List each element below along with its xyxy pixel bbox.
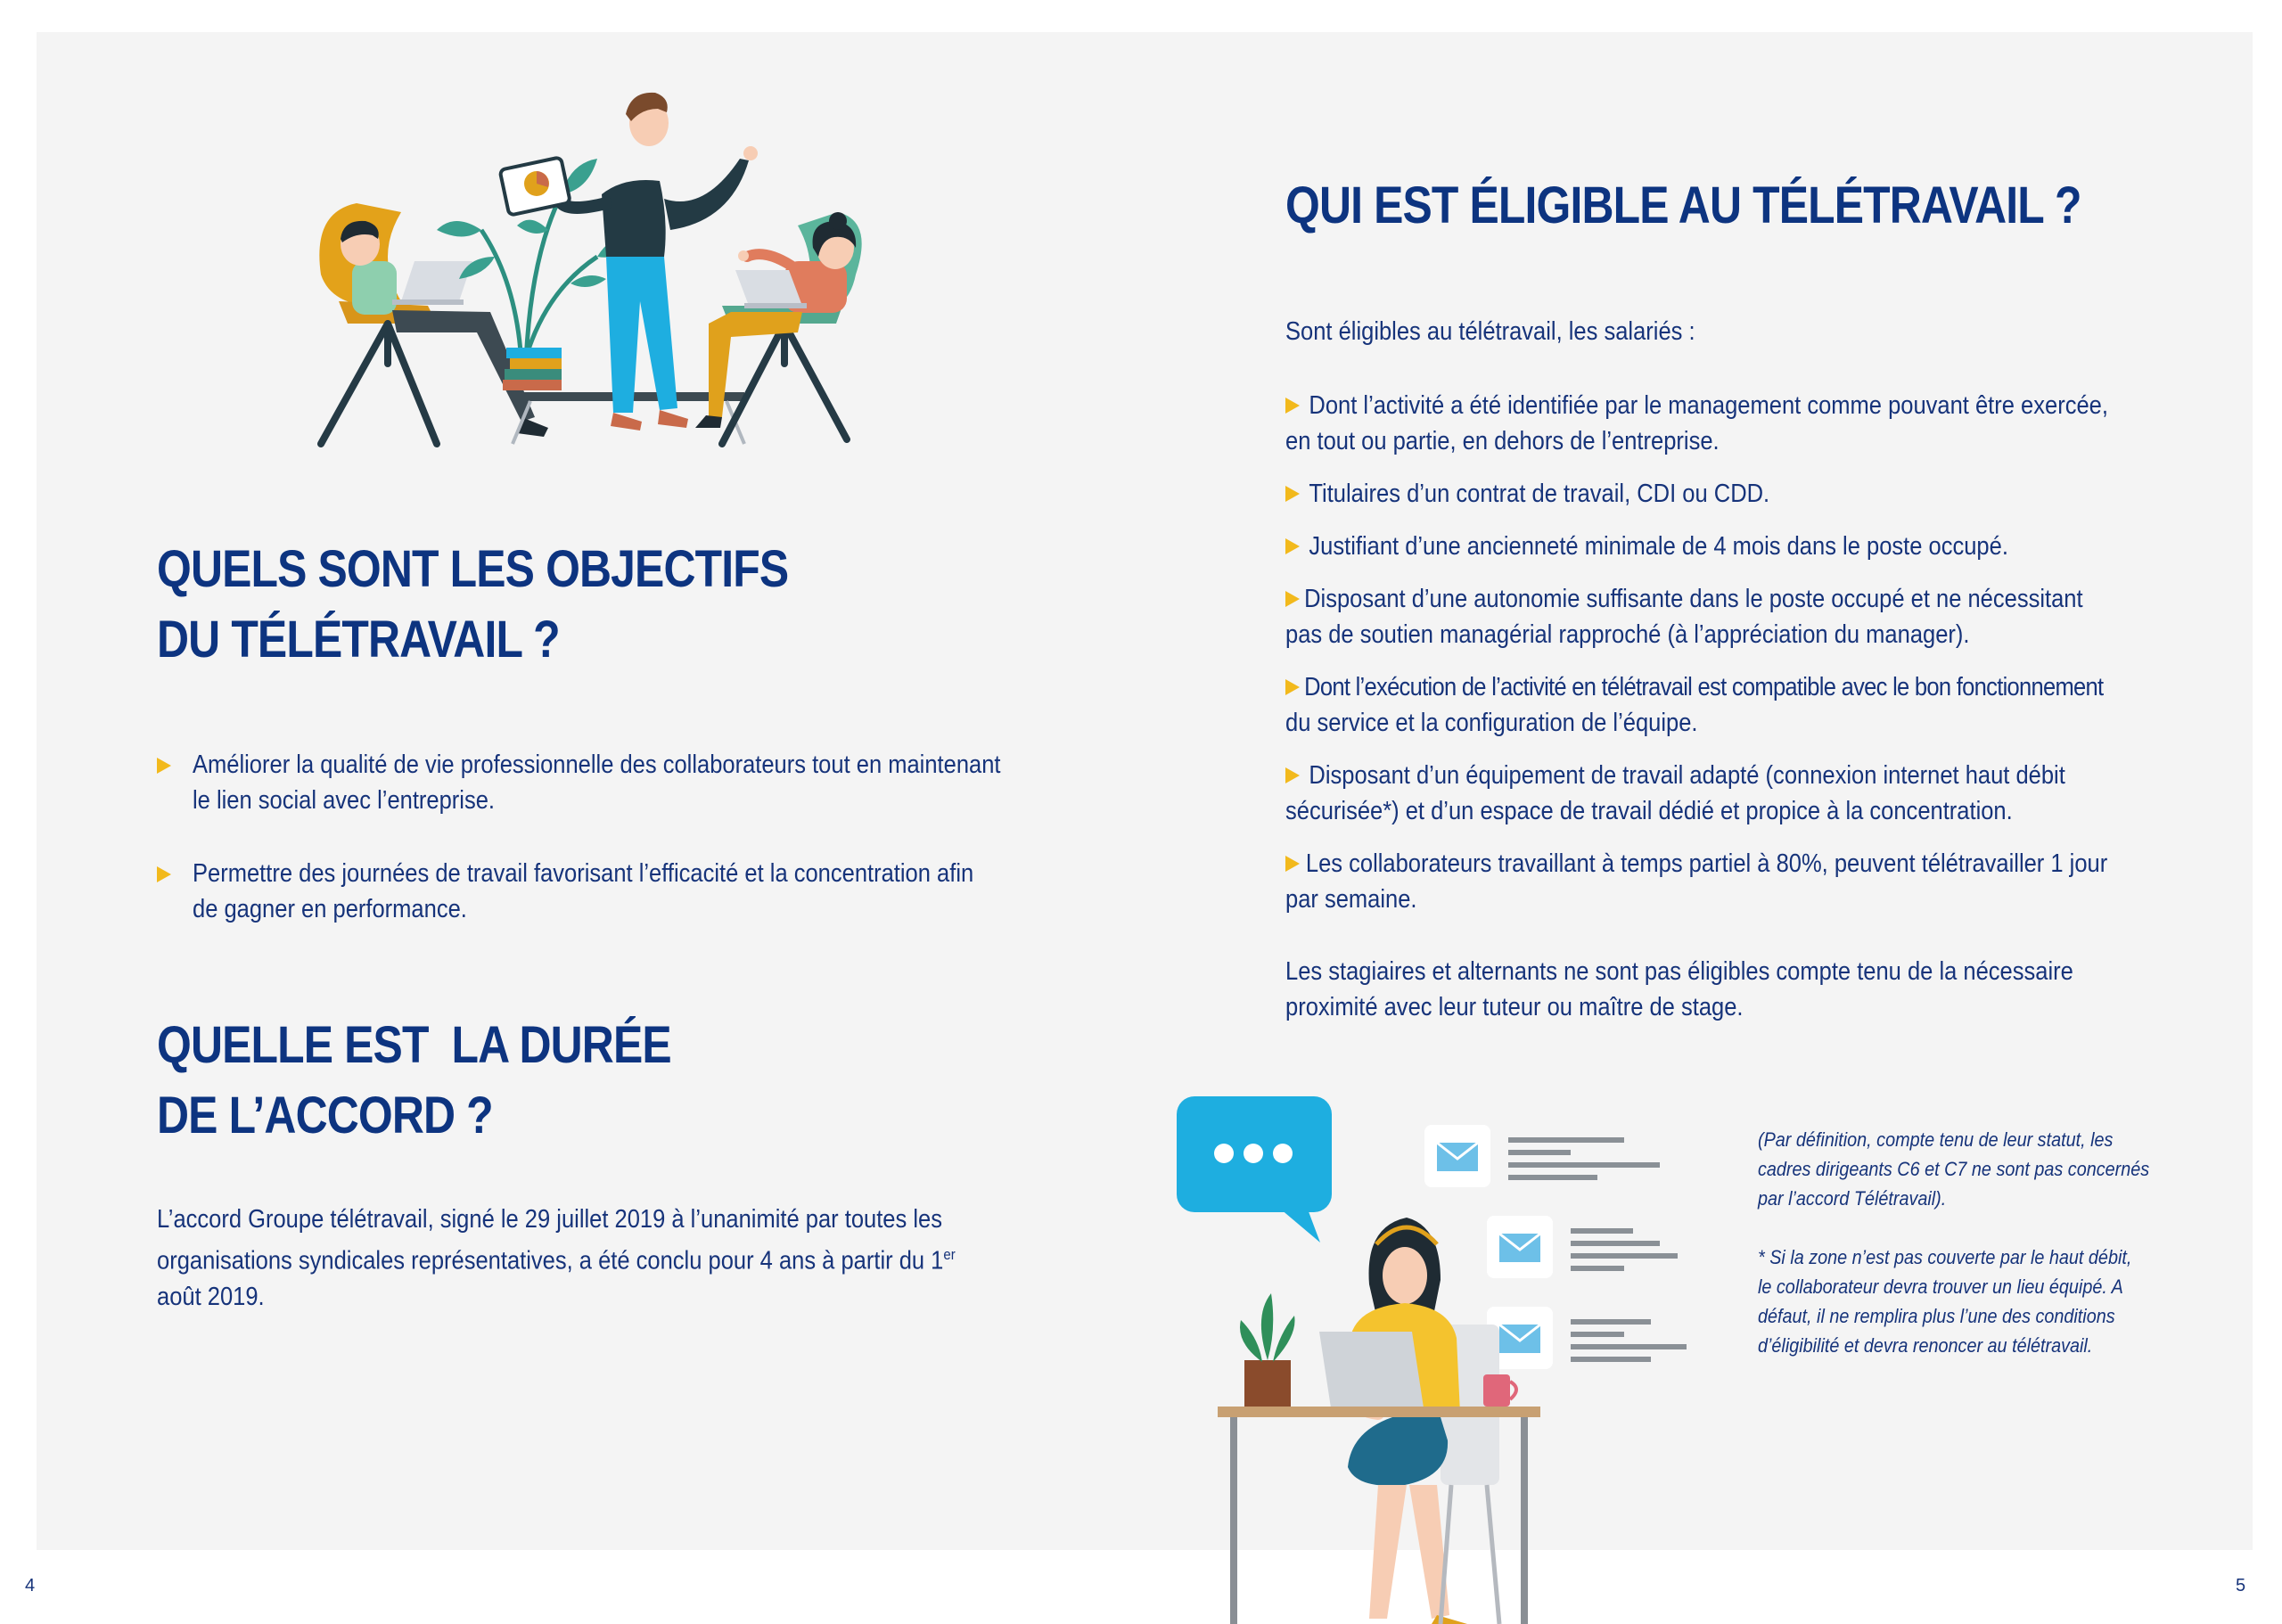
exclusion-text: Les stagiaires et alternants ne sont pas éligibles compte tenu de la nécessaire proximité avec leur tuteur ou maître de stage. <box>1285 957 2073 1021</box>
objectives-title-line1: QUELS SONT LES OBJECTIFS <box>157 540 789 598</box>
duration-title-line2: DE L’ACCORD ? <box>157 1086 493 1144</box>
objective-text: Permettre des journées de travail favorisant l’efficacité et la concentration afin de gagner en performance. <box>193 859 974 923</box>
duration-title <box>157 1011 671 1152</box>
duration-title-line1: QUELLE EST LA DURÉE <box>157 1016 671 1074</box>
mail-icon <box>1487 1216 1678 1278</box>
objectives-title-line2: DU TÉLÉTRAVAIL ? <box>157 610 560 668</box>
superscript: er <box>943 1246 956 1263</box>
objective-text: Améliorer la qualité de vie professionnelle des collaborateurs tout en maintenant le lien social avec l’entreprise. <box>193 750 1001 815</box>
footnote-broadband: * Si la zone n’est pas couverte par le haut débit, le collaborateur devra trouver un lieu équipé. A défaut, il ne remplira plus l’une des conditions d’éligibilité et devra renoncer au télétravail. <box>1758 1246 2132 1357</box>
mail-icon <box>1424 1125 1660 1187</box>
remote-worker-illustration <box>1173 1093 1708 1624</box>
bullet-triangle-icon <box>157 866 171 882</box>
team-meeting-illustration <box>303 78 891 462</box>
duration-text: L’accord Groupe télétravail, signé le 29 juillet 2019 à l’unanimité par toutes les organisations syndicales représentatives, a été conclu pour 4 ans à partir du 1er août 2019. <box>157 1205 956 1311</box>
bullet-triangle-icon <box>157 758 171 774</box>
footnote-executives: (Par définition, compte tenu de leur statut, les cadres dirigeants C6 et C7 ne sont pas concernés par l’accord Télétravail). <box>1758 1128 2150 1210</box>
eligibility-title: QUI EST ÉLIGIBLE AU TÉLÉTRAVAIL ? <box>1285 176 2081 234</box>
page-number-right: 5 <box>2236 1576 2246 1595</box>
mail-icon <box>1487 1307 1687 1369</box>
objectives-title <box>157 535 788 676</box>
chat-bubble-icon <box>1177 1096 1332 1243</box>
eligibility-intro: Sont éligibles au télétravail, les salariés : <box>1285 317 1695 346</box>
page-number-left: 4 <box>25 1576 36 1595</box>
